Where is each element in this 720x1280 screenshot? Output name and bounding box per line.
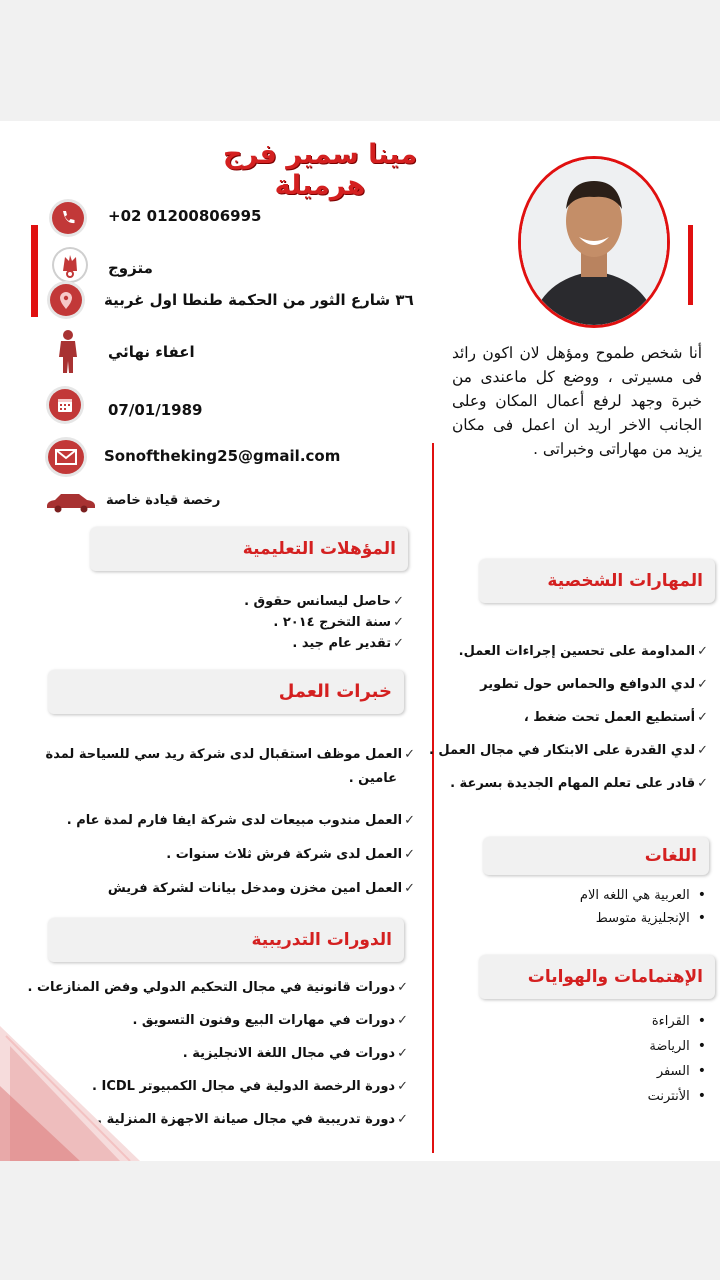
accent-bar-right — [688, 225, 693, 305]
list-item: ✓دورات في مجال اللغة الانجليزية . — [182, 1046, 408, 1061]
birth-date: 07/01/1989 — [108, 401, 203, 419]
list-item: ✓العمل لدى شركة فرش ثلاث سنوات . — [166, 847, 415, 862]
list-item: •الإنجليزية متوسط — [595, 910, 706, 926]
list-item: •العربية هي اللغه الام — [579, 887, 706, 903]
list-item: ✓لدي القدرة على الابتكار في مجال العمل . — [428, 743, 708, 758]
experience-list — [46, 743, 415, 906]
list-item: ✓دورة تدريبية في مجال صيانة الاجهزة المنزلية . — [97, 1112, 408, 1127]
experience-title: خبرات العمل — [48, 670, 404, 714]
list-item: ✓دورة الرخصة الدولية في مجال الكمبيوتر ICDL . — [92, 1079, 408, 1094]
list-item: ✓دورات في مهارات البيع وفنون التسويق . — [132, 1013, 408, 1028]
list-item: ✓لدي الدوافع والحماس حول تطوير — [480, 677, 708, 692]
address-text: ٣٦ شارع الثور من الحكمة طنطا اول غربية — [104, 291, 414, 309]
languages-title: اللغات — [483, 837, 709, 875]
list-item: ✓حاصل ليسانس حقوق . — [244, 594, 404, 609]
accent-bar-left — [31, 225, 38, 317]
skills-title: المهارات الشخصية — [479, 559, 715, 603]
person-name: مينا سمير فرج هرميلة — [222, 139, 418, 201]
skills-list — [429, 635, 708, 800]
military-status: اعفاء نهائي — [108, 343, 195, 361]
email-text: Sonoftheking25@gmail.com — [104, 447, 341, 465]
calendar-icon — [49, 389, 81, 421]
rings-icon — [54, 249, 86, 281]
envelope-icon — [48, 440, 84, 474]
education-title: المؤهلات التعليمية — [90, 527, 408, 571]
courses-title: الدورات التدريبية — [48, 918, 404, 962]
cv-page — [0, 121, 720, 1161]
list-item: عامين . — [348, 771, 397, 786]
list-item: •القراءة — [651, 1013, 706, 1029]
hobbies-title: الإهتمامات والهوايات — [479, 955, 715, 999]
phone-text: +02 01200806995 — [108, 207, 262, 225]
list-item: ✓أستطيع العمل تحت ضغط ، — [523, 710, 708, 725]
list-item: ✓دورات قانونية في مجال التحكيم الدولي وفض المنازعات . — [27, 980, 408, 995]
list-item: ✓العمل مندوب مبيعات لدى شركة ايفا فارم لمدة عام . — [66, 813, 415, 828]
phone-icon — [52, 202, 84, 234]
hobbies-list — [648, 1009, 706, 1109]
list-item: ✓المداومة على تحسين إجراءات العمل. — [458, 644, 708, 659]
education-list — [244, 591, 404, 654]
list-item: •الرياضة — [649, 1038, 706, 1054]
car-icon — [45, 491, 97, 513]
marital-status: متزوج — [108, 259, 153, 277]
list-item: ✓سنة التخرج ٢٠١٤ . — [273, 615, 404, 630]
profile-photo — [518, 156, 670, 328]
list-item: •الأنترنت — [647, 1088, 706, 1104]
soldier-icon — [55, 329, 81, 373]
location-pin-icon — [50, 284, 82, 316]
list-item: ✓العمل امين مخزن ومدخل بيانات لشركة فريش — [107, 881, 415, 896]
list-item: •السفر — [656, 1063, 706, 1079]
languages-list — [580, 884, 706, 930]
list-item: ✓قادر على تعلم المهام الجديدة بسرعة . — [450, 776, 708, 791]
about-paragraph: أنا شخص طموح ومؤهل لان اكون رائد فى مسيرتى ، ووضع كل ماعندى من خبرة وجهد لرفع أعمال المكان وعلى الجانب الاخر اريد ان اعمل فى مكان يزيد من مهاراتى وخبراتى . — [452, 344, 702, 458]
decorative-corner — [0, 1026, 140, 1161]
list-item: ✓تقدير عام جيد . — [292, 636, 404, 651]
license-text: رخصة قيادة خاصة — [106, 493, 221, 508]
list-item: ✓العمل موظف استقبال لدى شركة ريد سي للسياحة لمدة — [45, 747, 415, 762]
